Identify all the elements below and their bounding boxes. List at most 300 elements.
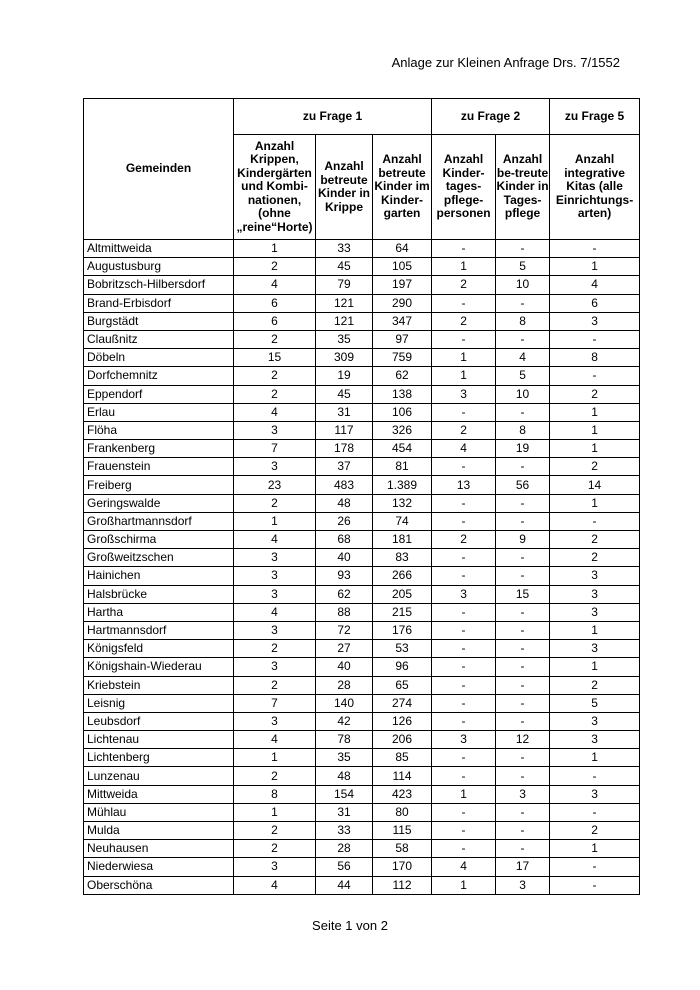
cell-gemeinde: Altmittweida: [84, 240, 234, 258]
cell-value: 3: [432, 385, 496, 403]
cell-value: 5: [496, 367, 550, 385]
cell-value: -: [496, 512, 550, 530]
cell-value: 112: [373, 876, 432, 894]
table-row: [84, 549, 640, 567]
cell-value: -: [496, 658, 550, 676]
cell-gemeinde: Lunzenau: [84, 767, 234, 785]
cell-value: 56: [496, 476, 550, 494]
cell-value: 1: [234, 512, 316, 530]
cell-value: -: [496, 330, 550, 348]
cell-value: 1: [234, 749, 316, 767]
cell-gemeinde: Oberschöna: [84, 876, 234, 894]
cell-value: 56: [316, 858, 373, 876]
cell-value: 1: [234, 803, 316, 821]
cell-value: 197: [373, 276, 432, 294]
cell-value: -: [432, 567, 496, 585]
table-row: [84, 385, 640, 403]
table-row: [84, 567, 640, 585]
cell-gemeinde: Leubsdorf: [84, 712, 234, 730]
cell-value: 1: [432, 367, 496, 385]
table-row: [84, 258, 640, 276]
cell-value: 79: [316, 276, 373, 294]
subheader-tagespflegepersonen: Anzahl Kinder-tages-pflege-personen: [432, 135, 496, 240]
table-row: [84, 749, 640, 767]
cell-gemeinde: Mulda: [84, 822, 234, 840]
cell-value: 2: [550, 385, 640, 403]
cell-value: 274: [373, 694, 432, 712]
cell-value: 62: [316, 585, 373, 603]
subheader-integrative-kitas: Anzahl integrative Kitas (alle Einrichtungs-arten): [550, 135, 640, 240]
cell-value: -: [432, 458, 496, 476]
table-row: [84, 585, 640, 603]
cell-value: 138: [373, 385, 432, 403]
cell-value: 181: [373, 531, 432, 549]
cell-gemeinde: Augustusburg: [84, 258, 234, 276]
cell-value: -: [432, 840, 496, 858]
cell-value: 8: [550, 349, 640, 367]
cell-value: -: [550, 512, 640, 530]
cell-gemeinde: Mittweida: [84, 785, 234, 803]
cell-value: 3: [550, 567, 640, 585]
cell-value: -: [432, 640, 496, 658]
cell-value: -: [550, 367, 640, 385]
cell-value: 1: [550, 658, 640, 676]
header-group-frage-2: zu Frage 2: [432, 99, 550, 135]
cell-value: 3: [550, 712, 640, 730]
cell-value: 88: [316, 603, 373, 621]
table-row: [84, 440, 640, 458]
table-row: [84, 876, 640, 894]
cell-value: 37: [316, 458, 373, 476]
cell-value: 205: [373, 585, 432, 603]
cell-value: 106: [373, 403, 432, 421]
cell-value: 4: [234, 276, 316, 294]
cell-value: 1: [550, 840, 640, 858]
cell-value: 64: [373, 240, 432, 258]
cell-value: -: [496, 621, 550, 639]
cell-value: 3: [234, 621, 316, 639]
table-row: [84, 803, 640, 821]
cell-value: -: [432, 658, 496, 676]
cell-value: -: [496, 458, 550, 476]
table-row: [84, 476, 640, 494]
cell-value: 97: [373, 330, 432, 348]
cell-gemeinde: Hartha: [84, 603, 234, 621]
cell-value: 2: [234, 385, 316, 403]
cell-value: -: [432, 240, 496, 258]
cell-gemeinde: Lichtenberg: [84, 749, 234, 767]
cell-value: -: [432, 767, 496, 785]
cell-value: 759: [373, 349, 432, 367]
cell-value: 1: [432, 258, 496, 276]
cell-value: 45: [316, 385, 373, 403]
cell-value: 2: [234, 840, 316, 858]
cell-value: -: [550, 767, 640, 785]
cell-value: 105: [373, 258, 432, 276]
cell-value: 2: [432, 276, 496, 294]
cell-value: -: [496, 749, 550, 767]
cell-value: 35: [316, 749, 373, 767]
cell-gemeinde: Niederwiesa: [84, 858, 234, 876]
cell-value: 35: [316, 330, 373, 348]
table-row: [84, 403, 640, 421]
cell-value: 28: [316, 676, 373, 694]
cell-value: 8: [496, 312, 550, 330]
cell-value: 5: [496, 258, 550, 276]
cell-value: 28: [316, 840, 373, 858]
cell-value: 1: [550, 258, 640, 276]
cell-value: 33: [316, 822, 373, 840]
cell-value: -: [496, 803, 550, 821]
cell-value: 10: [496, 276, 550, 294]
cell-value: -: [432, 803, 496, 821]
cell-gemeinde: Kriebstein: [84, 676, 234, 694]
cell-value: -: [432, 621, 496, 639]
cell-value: 3: [550, 785, 640, 803]
cell-value: 7: [234, 440, 316, 458]
cell-value: 1: [432, 785, 496, 803]
cell-value: 454: [373, 440, 432, 458]
cell-value: 3: [234, 549, 316, 567]
table-row: [84, 640, 640, 658]
table-row: [84, 367, 640, 385]
cell-value: 114: [373, 767, 432, 785]
cell-value: 2: [234, 822, 316, 840]
cell-value: 4: [234, 531, 316, 549]
cell-value: -: [496, 676, 550, 694]
cell-value: 17: [496, 858, 550, 876]
cell-value: 9: [496, 531, 550, 549]
table-body: [84, 240, 640, 895]
cell-gemeinde: Königsfeld: [84, 640, 234, 658]
cell-gemeinde: Hartmannsdorf: [84, 621, 234, 639]
cell-value: -: [496, 822, 550, 840]
cell-value: 3: [234, 585, 316, 603]
table-row: [84, 767, 640, 785]
cell-value: 176: [373, 621, 432, 639]
table-row: [84, 294, 640, 312]
cell-value: 2: [432, 421, 496, 439]
cell-value: 2: [234, 640, 316, 658]
cell-value: 19: [316, 367, 373, 385]
cell-value: 96: [373, 658, 432, 676]
cell-value: 117: [316, 421, 373, 439]
cell-value: 3: [432, 731, 496, 749]
table-row: [84, 621, 640, 639]
cell-value: 1: [550, 621, 640, 639]
page-footer: Seite 1 von 2: [312, 918, 388, 933]
cell-value: 40: [316, 549, 373, 567]
table-row: [84, 494, 640, 512]
cell-value: 3: [550, 312, 640, 330]
table-row: [84, 276, 640, 294]
cell-value: 3: [496, 785, 550, 803]
cell-value: 33: [316, 240, 373, 258]
cell-value: -: [496, 403, 550, 421]
cell-value: -: [432, 749, 496, 767]
cell-value: 1: [550, 749, 640, 767]
cell-gemeinde: Großhartmannsdorf: [84, 512, 234, 530]
header-group-frage-5: zu Frage 5: [550, 99, 640, 135]
cell-value: 3: [550, 585, 640, 603]
cell-value: 72: [316, 621, 373, 639]
cell-value: 2: [432, 312, 496, 330]
cell-value: 48: [316, 494, 373, 512]
cell-value: 42: [316, 712, 373, 730]
table-row: [84, 676, 640, 694]
cell-value: 290: [373, 294, 432, 312]
cell-value: -: [496, 494, 550, 512]
cell-value: 68: [316, 531, 373, 549]
cell-value: 15: [234, 349, 316, 367]
cell-value: 2: [550, 531, 640, 549]
table-row: [84, 731, 640, 749]
cell-value: -: [432, 712, 496, 730]
cell-value: 83: [373, 549, 432, 567]
cell-value: 132: [373, 494, 432, 512]
cell-gemeinde: Königshain-Wiederau: [84, 658, 234, 676]
cell-value: -: [432, 694, 496, 712]
cell-value: 53: [373, 640, 432, 658]
table-row: [84, 822, 640, 840]
cell-value: 215: [373, 603, 432, 621]
cell-value: -: [432, 403, 496, 421]
table-row: [84, 240, 640, 258]
cell-value: 26: [316, 512, 373, 530]
cell-value: 4: [550, 276, 640, 294]
data-table: [83, 98, 640, 895]
cell-value: 2: [432, 531, 496, 549]
cell-value: 7: [234, 694, 316, 712]
cell-value: 93: [316, 567, 373, 585]
cell-value: 121: [316, 294, 373, 312]
cell-gemeinde: Großschirma: [84, 531, 234, 549]
subheader-kinder-krippe: Anzahl betreute Kinder in Krippe: [316, 135, 373, 240]
cell-value: 206: [373, 731, 432, 749]
cell-gemeinde: Frauenstein: [84, 458, 234, 476]
cell-value: -: [496, 640, 550, 658]
subheader-kinder-tagespflege: Anzahl be-treute Kinder in Tages-pflege: [496, 135, 550, 240]
cell-value: 23: [234, 476, 316, 494]
cell-value: 4: [234, 603, 316, 621]
cell-value: 3: [550, 603, 640, 621]
cell-value: -: [496, 712, 550, 730]
document-header: Anlage zur Kleinen Anfrage Drs. 7/1552: [391, 55, 620, 70]
cell-gemeinde: Großweitzschen: [84, 549, 234, 567]
table-row: [84, 349, 640, 367]
cell-value: -: [496, 549, 550, 567]
table-row: [84, 421, 640, 439]
cell-value: 2: [234, 330, 316, 348]
cell-value: -: [432, 294, 496, 312]
cell-value: -: [432, 822, 496, 840]
cell-value: 178: [316, 440, 373, 458]
cell-value: 347: [373, 312, 432, 330]
table-row: [84, 694, 640, 712]
subheader-kinder-kindergarten: Anzahl betreute Kinder im Kinder-garten: [373, 135, 432, 240]
cell-value: 4: [234, 403, 316, 421]
cell-value: -: [432, 330, 496, 348]
subheader-einrichtungen: Anzahl Krippen, Kindergärten und Kombi-nationen, (ohne „reine“Horte): [234, 135, 316, 240]
cell-value: 2: [234, 676, 316, 694]
cell-value: 3: [234, 858, 316, 876]
cell-value: 2: [550, 676, 640, 694]
cell-value: 31: [316, 803, 373, 821]
cell-value: 10: [496, 385, 550, 403]
cell-gemeinde: Claußnitz: [84, 330, 234, 348]
cell-value: -: [496, 767, 550, 785]
cell-gemeinde: Erlau: [84, 403, 234, 421]
cell-value: 140: [316, 694, 373, 712]
cell-value: 81: [373, 458, 432, 476]
table-row: [84, 840, 640, 858]
cell-value: -: [496, 840, 550, 858]
cell-value: 14: [550, 476, 640, 494]
table-row: [84, 312, 640, 330]
cell-value: 3: [496, 876, 550, 894]
header-group-frage-1: zu Frage 1: [234, 99, 432, 135]
cell-value: 44: [316, 876, 373, 894]
cell-value: 4: [432, 440, 496, 458]
cell-value: -: [496, 694, 550, 712]
cell-value: 3: [432, 585, 496, 603]
cell-gemeinde: Halsbrücke: [84, 585, 234, 603]
cell-value: 4: [432, 858, 496, 876]
cell-value: -: [496, 567, 550, 585]
cell-value: 2: [234, 367, 316, 385]
cell-value: 45: [316, 258, 373, 276]
cell-value: 12: [496, 731, 550, 749]
cell-value: 8: [234, 785, 316, 803]
cell-value: 6: [234, 294, 316, 312]
cell-value: 3: [550, 731, 640, 749]
cell-gemeinde: Hainichen: [84, 567, 234, 585]
cell-value: 3: [234, 458, 316, 476]
cell-value: -: [432, 603, 496, 621]
cell-gemeinde: Lichtenau: [84, 731, 234, 749]
cell-value: 2: [234, 258, 316, 276]
cell-value: -: [496, 240, 550, 258]
cell-value: 154: [316, 785, 373, 803]
table-row: [84, 330, 640, 348]
cell-value: 58: [373, 840, 432, 858]
header-gemeinden: Gemeinden: [84, 99, 234, 240]
cell-value: -: [550, 803, 640, 821]
cell-value: 48: [316, 767, 373, 785]
table-row: [84, 858, 640, 876]
cell-gemeinde: Brand-Erbisdorf: [84, 294, 234, 312]
cell-value: -: [550, 858, 640, 876]
cell-value: 126: [373, 712, 432, 730]
cell-value: -: [550, 240, 640, 258]
cell-value: 62: [373, 367, 432, 385]
cell-value: 2: [234, 494, 316, 512]
cell-gemeinde: Frankenberg: [84, 440, 234, 458]
cell-value: 1: [432, 876, 496, 894]
cell-gemeinde: Bobritzsch-Hilbersdorf: [84, 276, 234, 294]
cell-value: 115: [373, 822, 432, 840]
cell-value: 3: [550, 640, 640, 658]
cell-value: 1: [550, 440, 640, 458]
table-row: [84, 458, 640, 476]
cell-value: 3: [234, 712, 316, 730]
cell-gemeinde: Flöha: [84, 421, 234, 439]
cell-value: 15: [496, 585, 550, 603]
cell-gemeinde: Eppendorf: [84, 385, 234, 403]
cell-value: 27: [316, 640, 373, 658]
cell-value: 483: [316, 476, 373, 494]
cell-value: 121: [316, 312, 373, 330]
cell-value: -: [550, 330, 640, 348]
cell-value: 2: [550, 822, 640, 840]
cell-value: -: [550, 876, 640, 894]
cell-value: -: [496, 603, 550, 621]
cell-value: 31: [316, 403, 373, 421]
cell-value: 4: [496, 349, 550, 367]
cell-value: 1: [550, 494, 640, 512]
cell-value: 40: [316, 658, 373, 676]
cell-value: -: [432, 549, 496, 567]
cell-value: 85: [373, 749, 432, 767]
cell-value: 4: [234, 876, 316, 894]
cell-value: 19: [496, 440, 550, 458]
cell-value: 74: [373, 512, 432, 530]
cell-value: 2: [234, 767, 316, 785]
cell-value: 78: [316, 731, 373, 749]
table-row: [84, 712, 640, 730]
cell-value: 13: [432, 476, 496, 494]
table-row: [84, 531, 640, 549]
cell-gemeinde: Leisnig: [84, 694, 234, 712]
cell-gemeinde: Freiberg: [84, 476, 234, 494]
cell-value: -: [432, 676, 496, 694]
cell-value: 1: [234, 240, 316, 258]
cell-gemeinde: Döbeln: [84, 349, 234, 367]
cell-value: 3: [234, 567, 316, 585]
cell-value: -: [432, 512, 496, 530]
cell-value: 1: [432, 349, 496, 367]
cell-value: 5: [550, 694, 640, 712]
cell-value: -: [432, 494, 496, 512]
cell-value: 423: [373, 785, 432, 803]
cell-value: 4: [234, 731, 316, 749]
table-row: [84, 512, 640, 530]
cell-value: 1.389: [373, 476, 432, 494]
cell-value: 6: [234, 312, 316, 330]
cell-gemeinde: Dorfchemnitz: [84, 367, 234, 385]
cell-value: 309: [316, 349, 373, 367]
cell-value: 1: [550, 421, 640, 439]
table-row: [84, 658, 640, 676]
cell-gemeinde: Geringswalde: [84, 494, 234, 512]
cell-gemeinde: Mühlau: [84, 803, 234, 821]
cell-gemeinde: Burgstädt: [84, 312, 234, 330]
cell-value: 2: [550, 549, 640, 567]
cell-gemeinde: Neuhausen: [84, 840, 234, 858]
cell-value: 1: [550, 403, 640, 421]
cell-value: 6: [550, 294, 640, 312]
table-row: [84, 603, 640, 621]
cell-value: 3: [234, 658, 316, 676]
cell-value: 80: [373, 803, 432, 821]
cell-value: 8: [496, 421, 550, 439]
cell-value: 326: [373, 421, 432, 439]
cell-value: 65: [373, 676, 432, 694]
cell-value: 170: [373, 858, 432, 876]
cell-value: 266: [373, 567, 432, 585]
cell-value: -: [496, 294, 550, 312]
cell-value: 3: [234, 421, 316, 439]
